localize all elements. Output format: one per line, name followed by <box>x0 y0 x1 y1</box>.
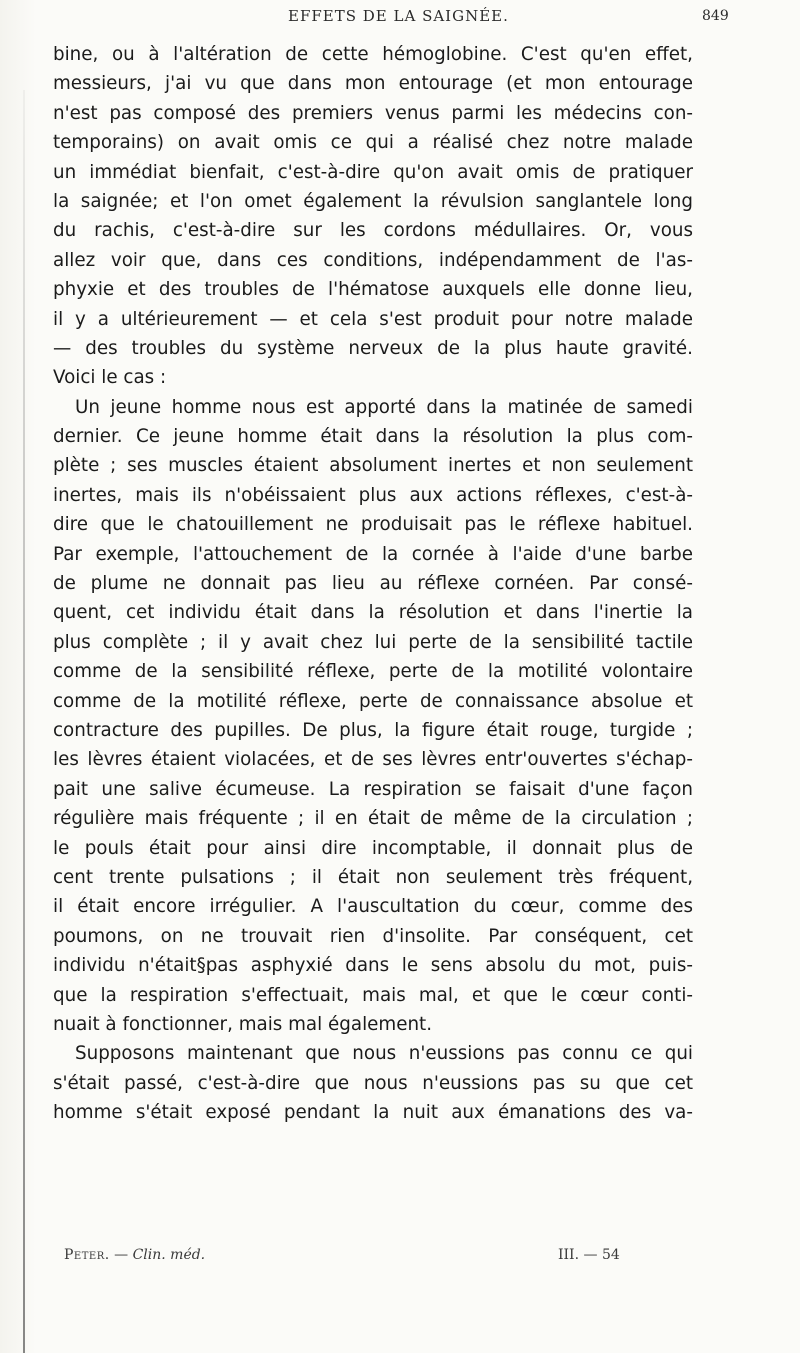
text-line: il y a ultérieurement — et cela s'est produit pour notre malade <box>53 308 693 330</box>
text-line: Par exemple, l'attouchement de la cornée à l'aide d'une barbe <box>53 543 693 565</box>
text-line: n'est pas composé des premiers venus parmi les médecins con- <box>53 102 693 124</box>
text-line: homme s'était exposé pendant la nuit aux émanations des va- <box>53 1102 693 1124</box>
text-line: phyxie et des troubles de l'hématose auxquels elle donne lieu, <box>53 279 693 301</box>
footer-journal: Clin. méd. <box>132 1247 206 1263</box>
text-line: individu n'était§pas asphyxié dans le sens absolu du mot, puis- <box>53 955 693 977</box>
binding-gutter <box>0 0 36 1353</box>
text-line: le pouls était pour ainsi dire incomptable, il donnait plus de <box>53 837 693 859</box>
text-line: que la respiration s'effectuait, mais mal, et que le cœur conti- <box>53 984 693 1006</box>
page-number: 849 <box>702 8 729 24</box>
footer-signature <box>64 1247 205 1263</box>
text-line: allez voir que, dans ces conditions, indépendamment de l'as- <box>53 249 693 271</box>
text-line: de plume ne donnait pas lieu au réflexe cornéen. Par consé- <box>53 573 693 595</box>
page-footer <box>64 1247 684 1271</box>
text-line: plus complète ; il y avait chez lui perte de la sensibilité tactile <box>53 631 693 653</box>
text-line: dernier. Ce jeune homme était dans la résolution la plus com- <box>53 426 693 448</box>
text-line: quent, cet individu était dans la résolution et dans l'inertie la <box>53 602 693 624</box>
text-line: messieurs, j'ai vu que dans mon entourage (et mon entourage <box>53 73 693 95</box>
text-line: régulière mais fréquente ; il en était de même de la circulation ; <box>53 808 693 830</box>
text-line: bine, ou à l'altération de cette hémoglobine. C'est qu'en effet, <box>53 44 693 65</box>
text-line: Voici le cas : <box>53 367 167 389</box>
text-line: pait une salive écumeuse. La respiration se faisait d'une façon <box>53 778 693 800</box>
footer-separator: — <box>109 1247 133 1263</box>
running-head: EFFETS DE LA SAIGNÉE. <box>288 7 509 25</box>
text-line: inertes, mais ils n'obéissaient plus aux actions réflexes, c'est-à- <box>53 484 693 506</box>
text-line: les lèvres étaient violacées, et de ses lèvres entr'ouvertes s'échap- <box>53 749 693 771</box>
text-line: contracture des pupilles. De plus, la figure était rouge, turgide ; <box>53 719 693 741</box>
text-line: dire que le chatouillement ne produisait pas le réflexe habituel. <box>53 514 693 536</box>
footer-volume: III. — 54 <box>558 1247 620 1263</box>
text-line: temporains) on avait omis ce qui a réalisé chez notre malade <box>53 132 693 154</box>
text-line: nuait à fonctionner, mais mal également. <box>53 1013 433 1035</box>
body-text <box>53 40 693 1127</box>
text-line: du rachis, c'est-à-dire sur les cordons médullaires. Or, vous <box>53 220 693 242</box>
text-line: un immédiat bienfait, c'est-à-dire qu'on avait omis de pratiquer <box>53 161 693 183</box>
page-header <box>0 3 800 31</box>
paragraph-start-line: Supposons maintenant que nous n'eussions pas connu ce qui <box>75 1043 693 1065</box>
text-line: il était encore irrégulier. A l'auscultation du cœur, comme des <box>53 896 693 918</box>
text-line: comme de la sensibilité réflexe, perte de la motilité volontaire <box>53 661 693 683</box>
text-line: cent trente pulsations ; il était non seulement très fréquent, <box>53 866 693 888</box>
text-line: plète ; ses muscles étaient absolument inertes et non seulement <box>53 455 693 477</box>
text-line: comme de la motilité réflexe, perte de connaissance absolue et <box>53 690 693 712</box>
text-line: poumons, on ne trouvait rien d'insolite. Par conséquent, cet <box>53 925 693 947</box>
text-line: s'était passé, c'est-à-dire que nous n'eussions pas su que cet <box>53 1072 693 1094</box>
binding-shadow <box>23 90 25 1353</box>
text-line: la saignée; et l'on omet également la révulsion sanglantele long <box>53 190 693 212</box>
text-line: — des troubles du système nerveux de la plus haute gravité. <box>53 337 693 359</box>
footer-author: Peter. <box>64 1247 110 1263</box>
paragraph-start-line: Un jeune homme nous est apporté dans la matinée de samedi <box>75 396 693 418</box>
